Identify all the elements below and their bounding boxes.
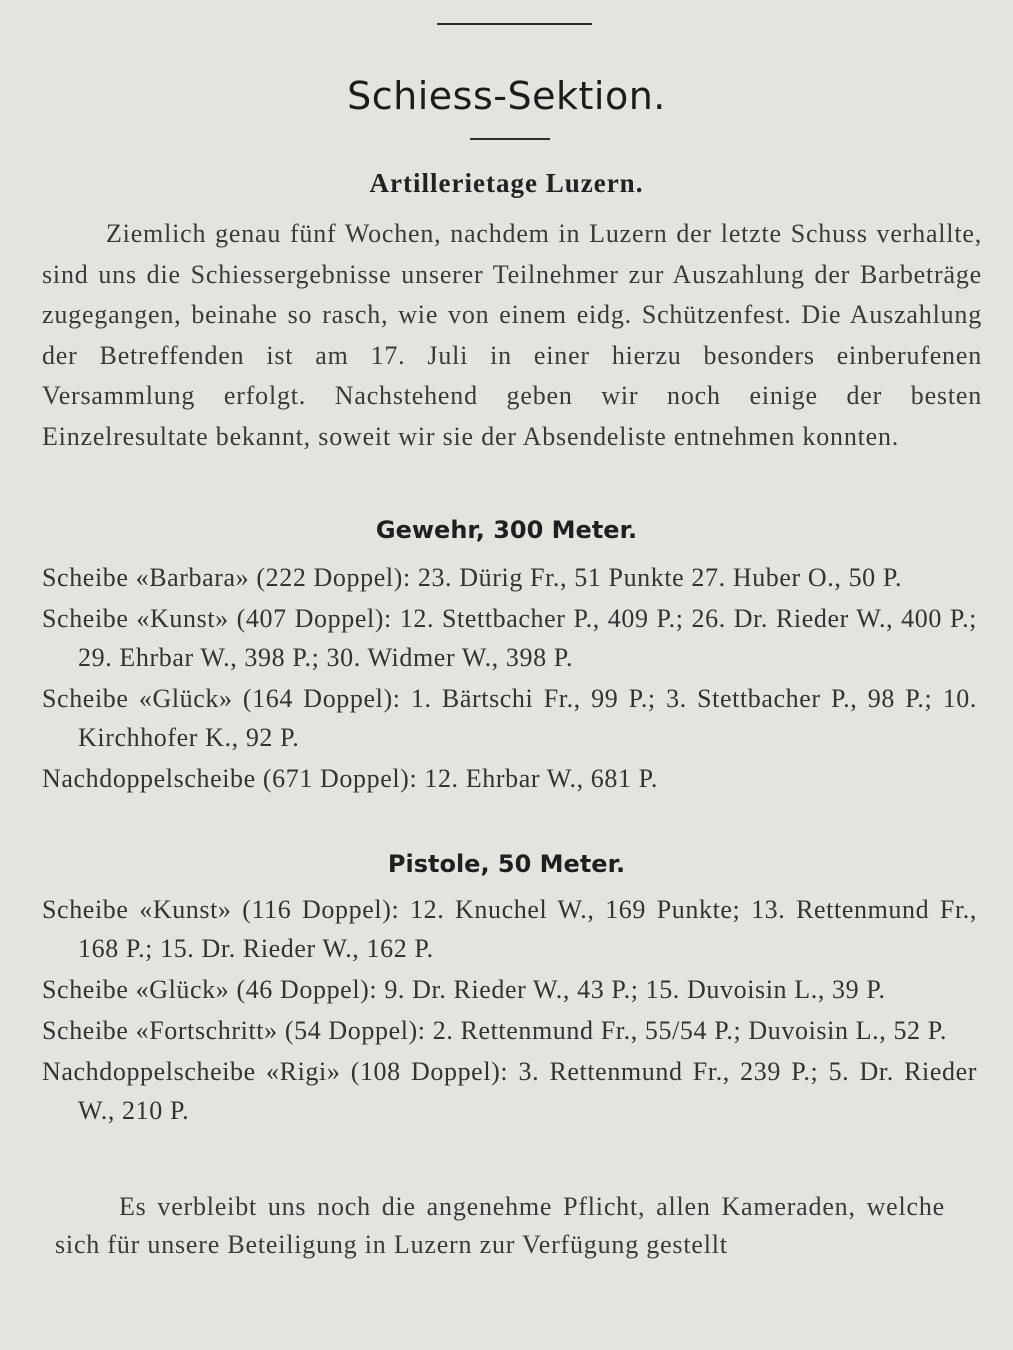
result-entry: Scheibe «Kunst» (116 Doppel): 12. Knuchel W., 169 Punkte; 13. Rettenmund Fr., 168 P.; 15. Dr. Rieder W., 162 P. [42,895,977,963]
result-entry: Scheibe «Glück» (164 Doppel): 1. Bärtschi Fr., 99 P.; 3. Stettbacher P., 98 P.; 10. Kirchhofer K., 92 P. [42,684,977,752]
result-entry: Scheibe «Glück» (46 Doppel): 9. Dr. Rieder W., 43 P.; 15. Duvoisin L., 39 P. [42,975,886,1004]
result-entry: Scheibe «Barbara» (222 Doppel): 23. Dürig Fr., 51 Punkte 27. Huber O., 50 P. [42,563,903,592]
gewehr-results [42,558,977,800]
result-entry: Nachdoppelscheibe (671 Doppel): 12. Ehrbar W., 681 P. [42,764,658,793]
closing-paragraph: Es verbleibt uns noch die angenehme Pflicht, allen Kameraden, welche sich für unsere Beteiligung in Luzern zur Verfügung gestellt [55,1192,945,1259]
result-entry: Scheibe «Fortschritt» (54 Doppel): 2. Rettenmund Fr., 55/54 P.; Duvoisin L., 52 P. [42,1016,948,1045]
result-entry: Nachdoppelscheibe «Rigi» (108 Doppel): 3. Rettenmund Fr., 239 P.; 5. Dr. Rieder W., 210 P. [42,1057,977,1125]
closing-text [55,1188,945,1264]
pistole-results [42,890,977,1132]
gewehr-heading: Gewehr, 300 Meter. [375,516,638,544]
result-entry: Scheibe «Kunst» (407 Doppel): 12. Stettbacher P., 409 P.; 26. Dr. Rieder W., 400 P.; 29. Ehrbar W., 398 P.; 30. Widmer W., 398 P. [42,604,977,672]
pistole-heading: Pistole, 50 Meter. [387,850,626,878]
section-subtitle: Artillerietage Luzern. [369,168,644,198]
intro-text [42,214,982,457]
top-rule [437,23,592,25]
intro-paragraph: Ziemlich genau fünf Wochen, nachdem in Luzern der letzte Schuss verhallte, sind uns die Schiessergebnisse unserer Teilnehmer zur Auszahlung der Barbeträge zugegangen, beinahe so rasch, wie von einem eidg. Schützenfest. Die Auszahlung der Betreffenden ist am 17. Juli in einer hierzu besonders einberufenen Versammlung erfolgt. Nachstehend geben wir noch einige der besten Einzelresultate bekannt, soweit wir sie der Absendeliste entnehmen konnten. [42,219,982,451]
page-title: Schiess-Sektion. [347,74,666,118]
title-rule [470,138,550,140]
